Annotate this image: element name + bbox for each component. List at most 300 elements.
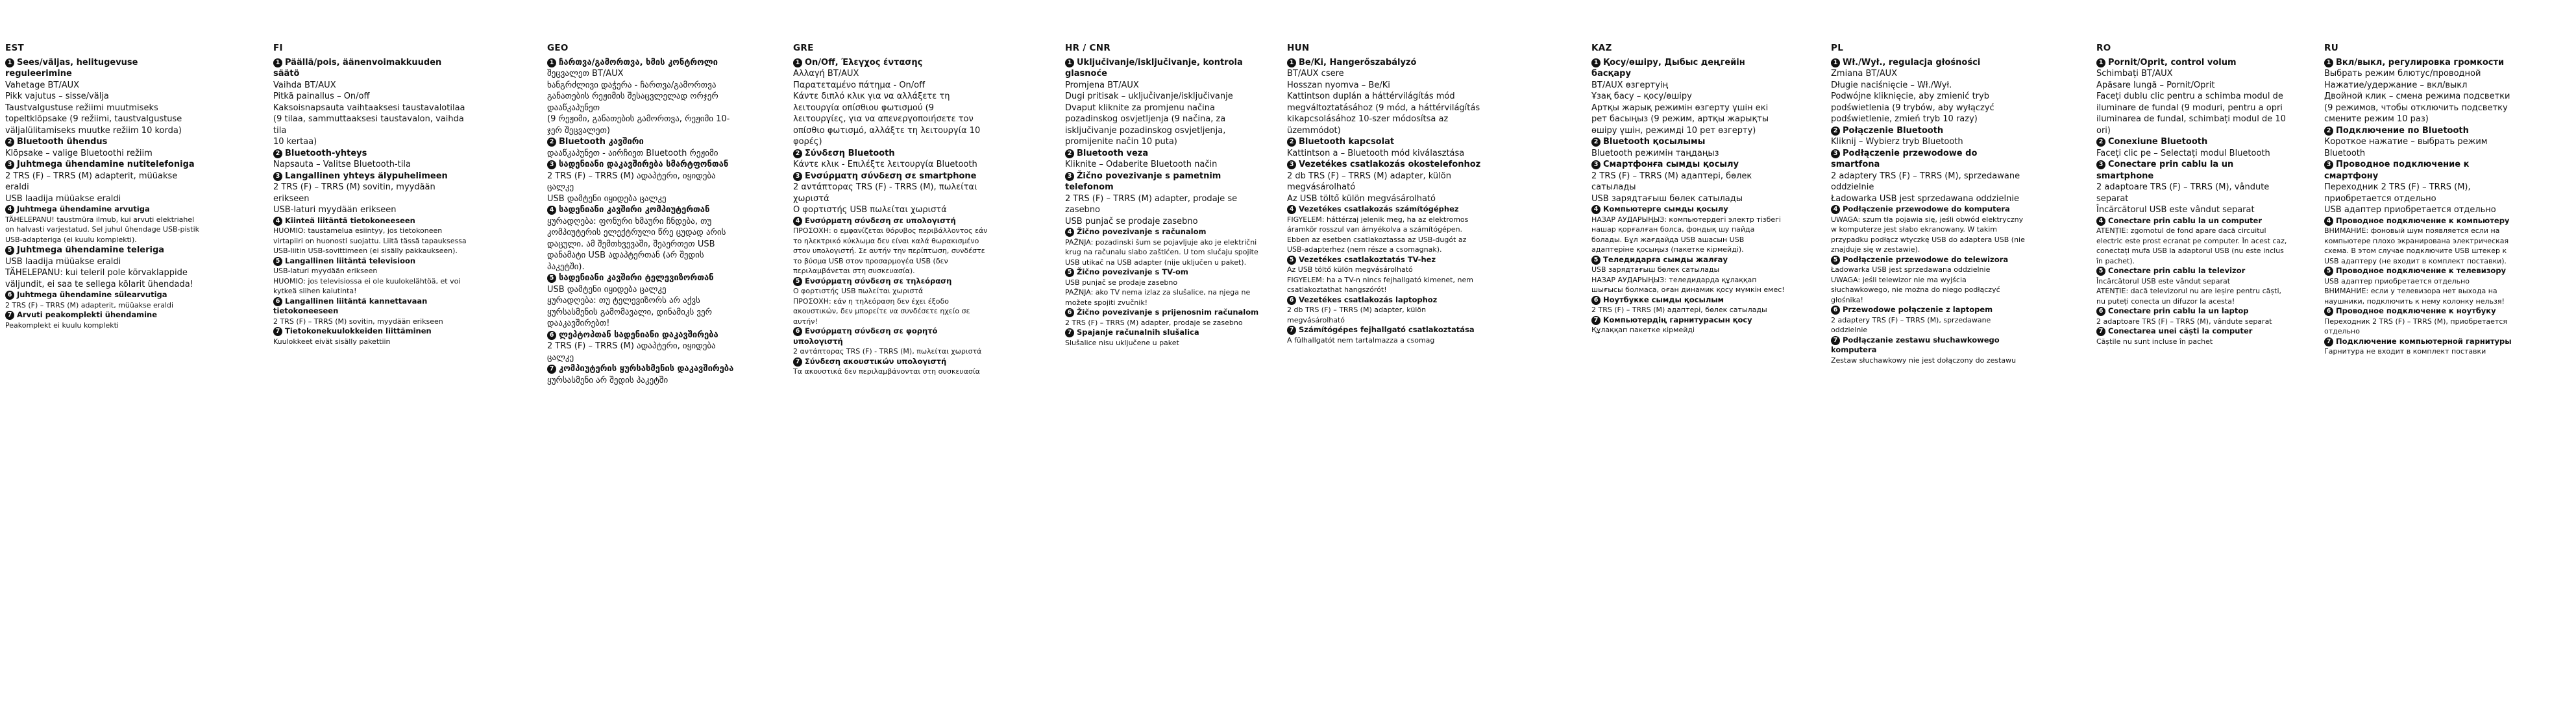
instruction-section (273, 57, 468, 148)
step-number-badge: 1 (2324, 58, 2333, 67)
section-title (5, 136, 200, 148)
section-title-text: Вкл/выкл, регулировка громкости (2336, 57, 2505, 67)
language-code: HR / CNR (1065, 43, 1111, 53)
section-line: Переходник 2 TRS (F) – TRRS (M), приобретается отдельно (2324, 182, 2471, 204)
instruction-section (2096, 57, 2291, 137)
instruction-section (273, 171, 468, 216)
instruction-section (1287, 255, 1482, 295)
section-line: Căștile nu sunt incluse în pachet (2096, 337, 2213, 346)
section-title (1287, 204, 1482, 215)
instruction-section (1591, 57, 1786, 137)
section-title (1831, 255, 2026, 265)
section-title (793, 57, 988, 69)
instruction-section (1591, 204, 1786, 255)
section-title-text: Теледидарға сымды жалғау (1603, 254, 1728, 264)
section-line: Ładowarka USB jest sprzedawana oddzielnie (1831, 193, 2019, 204)
section-line: Schimbați BT/AUX (2096, 69, 2173, 79)
section-title (793, 357, 988, 367)
section-line: TÄHELEPANU! taustmüra ilmub, kui arvuti elektriahel on halvasti varjestatud. Sel juhul ühendage USB-pistik USB-adapteriga (ei kuulu komplekti). (5, 215, 199, 244)
section-line: Promjena BT/AUX (1065, 80, 1139, 90)
section-title (1065, 308, 1260, 318)
instruction-section (793, 148, 988, 171)
section-line: Pitkä painallus – On/off (273, 91, 370, 101)
section-title-text: კომპიუტერის ყურსასმენის დაკავშირება (559, 364, 734, 374)
section-line: Нажатие/удержание – вкл/выкл (2324, 80, 2468, 90)
section-title (1065, 57, 1260, 80)
section-title (273, 57, 468, 80)
section-title-text: Žično povezivanje s računalom (1077, 227, 1207, 236)
section-line: Vahetage BT/AUX (5, 80, 80, 90)
section-title-text: Kiinteä liitäntä tietokoneeseen (285, 215, 415, 225)
step-number-badge: 3 (793, 172, 802, 181)
section-title (1287, 159, 1482, 171)
section-title (1287, 136, 1482, 148)
language-code: GRE (793, 43, 814, 53)
section-title-text: სადენიანი დაკავშირება სმარტფონთან (559, 160, 729, 169)
section-title-text: Podłączenie przewodowe do komputera (1843, 204, 2010, 213)
section-title (1831, 57, 2026, 69)
section-title-text: Päällä/pois, äänenvoimakkuuden säätö (273, 57, 442, 79)
step-number-badge: 6 (547, 331, 556, 340)
section-title (1287, 255, 1482, 265)
instruction-section (2324, 125, 2519, 160)
section-title-text: Қосу/өшіру, Дыбыс деңгейін басқару (1591, 57, 1745, 79)
step-number-badge: 6 (2096, 307, 2105, 316)
section-line: 2 TRS (F) – TRRS (M) ადაპტერი, იყიდება ცალკე (547, 171, 716, 192)
step-number-badge: 2 (273, 149, 282, 158)
section-line: Τα ακουστικά δεν περιλαμβάνονται στη συσκευασία (793, 367, 980, 376)
instruction-section (793, 57, 988, 148)
section-title-text: Wł./Wył., regulacja głośności (1843, 57, 1981, 67)
section-title-text: Pornit/Oprit, control volum (2108, 57, 2237, 67)
step-number-badge: 2 (5, 138, 14, 147)
instruction-section (1065, 227, 1260, 267)
section-line: შეცვალეთ BT/AUX (547, 69, 624, 79)
section-line: 2 db TRS (F) – TRRS (M) adapter, külön megvásárolható (1287, 306, 1427, 324)
section-title-text: Компьютерге сымды қосылу (1603, 204, 1728, 213)
section-title (1591, 315, 1786, 326)
section-title (1591, 204, 1786, 215)
section-line: Dugi pritisak – uključivanje/isključivanje (1065, 91, 1233, 101)
section-title-text: Проводное подключение к смартфону (2324, 160, 2470, 181)
instruction-section (547, 363, 742, 386)
section-line: განათების რეჟიმის შესაცვლელად ორჯერ დააწკაპუნეთ (547, 91, 718, 113)
step-number-badge: 5 (1591, 256, 1601, 265)
instruction-section (793, 216, 988, 276)
section-title (547, 363, 742, 375)
section-title (5, 310, 200, 321)
instruction-section (1831, 57, 2026, 125)
language-column (2324, 43, 2519, 357)
step-number-badge: 2 (2324, 127, 2333, 136)
instruction-section (793, 326, 988, 357)
instruction-section (1831, 125, 2026, 148)
section-title-text: Połączenie Bluetooth (1843, 125, 1944, 136)
step-number-badge: 7 (2096, 327, 2105, 336)
section-line: HUOMIO: jos televisiossa ei ole kuulokelähtöä, et voi kytkeä siihen kaiutinta! (273, 276, 461, 295)
section-line: Αλλαγή BT/AUX (793, 69, 859, 79)
language-code: RU (2324, 43, 2338, 53)
section-line: Артқы жарық режимін өзгерту үшін екі рет басыңыз (9 режим, артқы жарықты өшіру үшін, режимді 10 рет өзгерту) (1591, 103, 1769, 136)
section-title-text: სადენიანი კავშირი კომპიუტერთან (559, 205, 710, 215)
section-line: Kaksoisnapsauta vaihtaaksesi taustavalotilaa (273, 103, 465, 113)
instruction-section (547, 272, 742, 330)
step-number-badge: 5 (5, 246, 14, 255)
instruction-section (793, 276, 988, 327)
section-title (793, 276, 988, 287)
instruction-section (273, 326, 468, 346)
instruction-section (1287, 136, 1482, 159)
instruction-section (1065, 308, 1260, 328)
instruction-section (5, 204, 200, 245)
section-line: USB адаптер приобретается отдельно (2324, 205, 2496, 215)
section-title (2324, 266, 2519, 276)
step-number-badge: 4 (793, 217, 802, 226)
section-line: Ładowarka USB jest sprzedawana oddzielnie (1831, 265, 1991, 274)
language-code: KAZ (1591, 43, 1612, 53)
section-title-text: Проводное подключение к компьютеру (2336, 215, 2510, 225)
step-number-badge: 1 (2096, 58, 2105, 67)
section-title-text: Σύνδεση ακουστικών υπολογιστή (805, 356, 947, 366)
instruction-section (1287, 204, 1482, 255)
section-line: ΠΡΟΣΟΧΗ: ο εμφανίζεται θόρυβος περιβάλλοντος εάν το ηλεκτρικό κύκλωμα δεν είναι καλά θωρακισμένο στον υπολογιστή. Σε αυτήν την περίπτωση, συνδέστε το βύσμα USB στον προσαρμογέα USB (δεν περιλαμβάνεται στη συσκευασία). (793, 226, 988, 275)
instruction-section (5, 310, 200, 330)
step-number-badge: 4 (2324, 217, 2333, 226)
step-number-badge: 7 (2324, 337, 2333, 346)
section-line: 2 adaptery TRS (F) – TRRS (M), sprzedawane oddzielnie (1831, 315, 1991, 334)
step-number-badge: 7 (547, 365, 556, 374)
section-title-text: Ενσύρματη σύνδεση σε τηλεόραση (805, 276, 952, 285)
section-title (2096, 159, 2291, 182)
instruction-section (1591, 255, 1786, 295)
step-number-badge: 6 (2324, 307, 2333, 316)
section-title (547, 159, 742, 171)
section-title (2324, 306, 2519, 317)
section-title-text: Vezetékes csatlakozás laptophoz (1299, 295, 1438, 304)
language-column (547, 43, 742, 386)
instruction-section (1831, 204, 2026, 255)
instruction-section (5, 136, 200, 159)
section-title-text: Arvuti peakomplekti ühendamine (17, 310, 158, 319)
section-line: Bluetooth режимін таңдаңыз (1591, 148, 1719, 158)
section-title (1831, 305, 2026, 315)
section-line: 2 TRS (F) – TRRS (M) адаптері, бөлек сатылады (1591, 306, 1767, 314)
section-title (2096, 136, 2291, 148)
section-title-text: Σύνδεση Bluetooth (805, 148, 895, 158)
instruction-section (1065, 328, 1260, 348)
instruction-section (1065, 171, 1260, 228)
section-line: BT/AUX csere (1287, 69, 1344, 79)
section-title-text: Juhtmega ühendamine teleriga (17, 245, 165, 255)
section-line: Kliknij – Wybierz tryb Bluetooth (1831, 137, 1963, 147)
step-number-badge: 1 (5, 58, 14, 67)
step-number-badge: 6 (273, 297, 282, 306)
instruction-section (273, 216, 468, 256)
instruction-section (2324, 57, 2519, 125)
language-code: HUN (1287, 43, 1310, 53)
section-title (2324, 57, 2519, 69)
step-number-badge: 2 (793, 149, 802, 158)
instruction-section (1831, 255, 2026, 306)
section-title-text: Ενσύρματη σύνδεση σε smartphone (805, 171, 977, 181)
step-number-badge: 1 (273, 58, 282, 67)
step-number-badge: 4 (5, 205, 14, 214)
instruction-section (5, 57, 200, 137)
section-title (1287, 57, 1482, 69)
step-number-badge: 4 (1831, 205, 1840, 214)
section-title (1065, 171, 1260, 193)
section-line: 2 adaptoare TRS (F) – TRRS (M), vândute separat (2096, 317, 2272, 326)
section-title (1287, 325, 1482, 335)
step-number-badge: 6 (1831, 306, 1840, 315)
section-line: Podwójne kliknięcie, aby zmienić tryb podświetlenia (9 trybów, aby wyłączyć podświetlenie, zmień tryb 10 razy) (1831, 91, 1994, 124)
section-line: Az USB töltő külön megvásárolható (1287, 265, 1413, 274)
step-number-badge: 7 (1831, 336, 1840, 345)
instruction-section (1287, 159, 1482, 204)
section-line: Kuulokkeet eivät sisälly pakettiin (273, 337, 391, 346)
section-line: Hosszan nyomva – Be/Ki (1287, 80, 1390, 90)
step-number-badge: 6 (1287, 296, 1296, 305)
instruction-section (1065, 267, 1260, 308)
section-line: FIGYELEM: háttérzaj jelenik meg, ha az elektromos áramkör rosszul van árnyékolva a számítógépen. Ebben az esetben csatlakoztassa az USB-dugót az USB-adapterhez (nem része a csomagnak). (1287, 215, 1469, 254)
step-number-badge: 3 (273, 172, 282, 181)
step-number-badge: 7 (5, 311, 14, 320)
language-column (273, 43, 468, 346)
section-title-text: Conectare prin cablu la un laptop (2108, 306, 2249, 315)
section-title (1065, 227, 1260, 237)
instruction-section (2096, 136, 2291, 159)
step-number-badge: 5 (1065, 268, 1074, 277)
instruction-section (1065, 148, 1260, 171)
section-line: Двойной клик – смена режима подсветки (9 режимов, чтобы отключить подсветку смените режим 10 раз) (2324, 91, 2510, 124)
section-title (2096, 306, 2291, 317)
section-title-text: Be/Ki, Hangerőszabályzó (1299, 57, 1417, 67)
section-title-text: Ενσύρματη σύνδεση σε φορητό υπολογιστή (793, 326, 938, 346)
step-number-badge: 2 (1831, 127, 1840, 136)
section-line: Гарнитура не входит в комплект поставки (2324, 347, 2486, 356)
section-title (273, 148, 468, 160)
instruction-section (2096, 216, 2291, 267)
instruction-section (1287, 295, 1482, 326)
instruction-section (547, 330, 742, 364)
section-line: FIGYELEM: ha a TV-n nincs fejhallgató kimenet, nem csatlakoztathat hangszórót! (1287, 275, 1473, 294)
section-line: Zmiana BT/AUX (1831, 69, 1898, 79)
section-line: Taustvalgustuse režiimi muutmiseks topeltklõpsake (9 režiimi, taustvalgustuse väljalülitamiseks muutke režiim 10 korda) (5, 103, 182, 136)
step-number-badge: 5 (1831, 256, 1840, 265)
section-title-text: Vezetékes csatlakoztatás TV-hez (1299, 254, 1436, 264)
section-title-text: Conectare prin cablu la televizor (2108, 266, 2246, 275)
section-title-text: Conectarea unei căști la computer (2108, 326, 2253, 335)
section-title (2324, 125, 2519, 137)
section-title (5, 204, 200, 215)
step-number-badge: 1 (1065, 58, 1074, 67)
step-number-badge: 3 (547, 160, 556, 169)
section-line: НАЗАР АУДАРЫҢЫЗ: компьютердегі электр тізбегі нашар қорғалған болса, фондық шу пайда болады. Бұл жағдайда USB ашасын USB адаптеріне қосыңыз (пакетке кірмейді). (1591, 215, 1781, 254)
section-line: USB punjač se prodaje zasebno (1065, 278, 1178, 287)
section-title-text: Juhtmega ühendamine sülearvutiga (17, 290, 167, 299)
section-title (1591, 136, 1786, 148)
section-line: 2 TRS (F) – TRRS (M) adapterit, müüakse eraldi (5, 300, 174, 309)
section-title-text: On/Off, Έλεγχος έντασης (805, 57, 923, 67)
section-title-text: Langallinen yhteys älypuhelimeen (285, 171, 448, 181)
section-title-text: Conexiune Bluetooth (2108, 137, 2208, 147)
step-number-badge: 5 (1287, 256, 1296, 265)
section-title (547, 272, 742, 284)
instruction-section (1591, 136, 1786, 159)
section-title (1287, 295, 1482, 306)
language-code: GEO (547, 43, 569, 53)
instruction-section (1831, 335, 2026, 366)
section-title (1591, 57, 1786, 80)
section-line: Vaihda BT/AUX (273, 80, 336, 90)
section-title-text: Bluetooth-yhteys (285, 148, 367, 158)
instruction-section (273, 296, 468, 327)
step-number-badge: 7 (1287, 326, 1296, 335)
section-title-text: Проводное подключение к телевизору (2336, 266, 2507, 275)
language-code: FI (273, 43, 283, 53)
section-line: ΠΡΟΣΟΧΗ: εάν η τηλεόραση δεν έχει έξοδο ακουστικών, δεν μπορείτε να συνδέσετε ηχείο σε αυτήν! (793, 296, 970, 326)
instruction-section (1287, 325, 1482, 345)
section-title (1831, 204, 2026, 215)
instruction-section (1831, 305, 2026, 335)
section-title-text: Žično povezivanje s prijenosnim računalom (1077, 308, 1259, 317)
section-line: Κάντε διπλό κλικ για να αλλάξετε τη λειτουργία οπίσθιου φωτισμού (9 λειτουργίες, για να απενεργοποιήσετε τον οπίσθιο φωτισμό, αλλάξτε τη λειτουργία 10 φορές) (793, 91, 981, 147)
section-line: Napsauta – Valitse Bluetooth-tila (273, 160, 411, 169)
section-title (793, 171, 988, 182)
section-title (5, 245, 200, 256)
section-title (2096, 57, 2291, 69)
section-title-text: Juhtmega ühendamine nutitelefoniga (17, 160, 195, 169)
section-line: USB адаптер приобретается отдельно (2324, 276, 2470, 285)
step-number-badge: 2 (2096, 138, 2105, 147)
section-title (1831, 125, 2026, 137)
instruction-section (547, 57, 742, 137)
step-number-badge: 4 (1065, 228, 1074, 237)
section-line: Pikk vajutus – sisse/välja (5, 91, 109, 101)
section-line: 2 TRS (F) – TRRS (M) sovitin, myydään erikseen (273, 317, 443, 326)
section-title (2096, 326, 2291, 337)
section-title-text: Vezetékes csatlakozás számítógéphez (1299, 204, 1459, 213)
section-title-text: Žično povezivanje s pametnim telefonom (1065, 171, 1221, 192)
language-column (1831, 43, 2026, 365)
instruction-section (5, 159, 200, 204)
section-line: 2 TRS (F) – TRRS (M) sovitin, myydään erikseen (273, 182, 435, 204)
instruction-section (547, 204, 742, 272)
instruction-section (1591, 315, 1786, 335)
section-title (1831, 148, 2026, 171)
section-title-text: Spajanje računalnih slušalica (1077, 328, 1199, 337)
language-column (1287, 43, 1482, 345)
section-title-text: Подключение по Bluetooth (2336, 125, 2469, 136)
section-line: Құлаққап пакетке кірмейді (1591, 326, 1695, 334)
step-number-badge: 6 (793, 327, 802, 336)
section-line: Dvaput kliknite za promjenu načina pozadinskog osvjetljenja (9 načina, za isključivanje pozadinskog osvjetljenja, promijenite način 10 puta) (1065, 103, 1226, 147)
section-title-text: Bluetooth veza (1077, 148, 1149, 158)
section-title (547, 57, 742, 69)
section-title-text: Podłączenie przewodowe do smartfona (1831, 148, 1978, 169)
instruction-section (2096, 159, 2291, 216)
section-line: 2 αντάπτορας TRS (F) - TRRS (M), πωλείται χωριστά (793, 347, 982, 356)
instruction-section (1591, 159, 1786, 204)
section-title-text: Számítógépes fejhallgató csatlakoztatása (1299, 325, 1475, 334)
section-title (5, 290, 200, 300)
step-number-badge: 7 (1065, 328, 1074, 337)
step-number-badge: 2 (547, 138, 556, 147)
section-line: Faceți dublu clic pentru a schimba modul de iluminare de fundal (9 moduri, pentru a opri iluminarea de fundal, schimbați modul de 10 ori) (2096, 91, 2286, 136)
section-line: Короткое нажатие – выбрать режим Bluetooth (2324, 137, 2488, 158)
section-line: დააწკაპუნეთ - აირჩიეთ Bluetooth რეჟიმი (547, 148, 718, 158)
section-title (1591, 295, 1786, 306)
step-number-badge: 1 (1287, 58, 1296, 67)
section-line: 2 αντάπτορας TRS (F) - TRRS (M), πωλείται χωριστά (793, 182, 977, 204)
section-title-text: Podłączenie przewodowe do telewizora (1843, 254, 2009, 264)
section-title-text: Ноутбукке сымды қосылым (1603, 295, 1724, 304)
section-title (1065, 328, 1260, 338)
step-number-badge: 5 (273, 257, 282, 266)
instruction-section (547, 159, 742, 204)
section-line: ყურსასმენი არ შედის პაკეტში (547, 375, 669, 385)
section-line: 2 adaptery TRS (F) – TRRS (M), sprzedawane oddzielnie (1831, 171, 2020, 192)
section-line: НАЗАР АУДАРЫҢЫЗ: теледидарда құлаққап шығысы болмаса, оған динамик қосу мүмкін емес! (1591, 275, 1785, 294)
section-line: 2 adaptoare TRS (F) – TRRS (M), vândute separat (2096, 182, 2270, 204)
section-title (1591, 159, 1786, 171)
section-line: USB დამტენი იყიდება ცალკე (547, 284, 667, 295)
section-line: 10 kertaa) (273, 137, 317, 147)
step-number-badge: 1 (793, 58, 802, 67)
step-number-badge: 3 (1831, 149, 1840, 158)
step-number-badge: 1 (547, 58, 556, 67)
section-line: USB-laturi myydään erikseen (273, 267, 378, 275)
section-line: PAŽNJA: ako TV nema izlaz za slušalice, na njega ne možete spojiti zvučnik! (1065, 288, 1251, 307)
step-number-badge: 4 (1287, 205, 1296, 214)
step-number-badge: 3 (1591, 160, 1601, 169)
instruction-section (2324, 159, 2519, 216)
section-line: A fülhallgatót nem tartalmazza a csomag (1287, 335, 1435, 345)
section-title-text: Conectare prin cablu la un computer (2108, 215, 2263, 225)
step-number-badge: 6 (1591, 296, 1601, 305)
language-code: PL (1831, 43, 1844, 53)
section-title-text: Проводное подключение к ноутбуку (2336, 306, 2496, 315)
language-column (1591, 43, 1786, 335)
instruction-section (1065, 57, 1260, 148)
section-line: ВНИМАНИЕ: фоновый шум появляется если на компьютере плохо экранирована электрическая схема. В этом случае подключите USB штекер к USB адаптеру (не входит в комплект поставки). (2324, 226, 2509, 265)
section-title-text: Žično povezivanje s TV-om (1077, 267, 1188, 276)
section-title (2096, 266, 2291, 276)
section-title-text: Langallinen liitäntä kannettavaan tietokoneeseen (273, 296, 428, 315)
section-title (547, 136, 742, 148)
section-line: 2 TRS (F) – TRRS (M) adapterit, müüakse eraldi (5, 171, 178, 192)
section-title-text: Conectare prin cablu la un smartphone (2096, 160, 2234, 181)
language-column (1065, 43, 1260, 348)
language-code: RO (2096, 43, 2111, 53)
step-number-badge: 4 (1591, 205, 1601, 214)
section-line: USB зарядтағыш бөлек сатылады (1591, 265, 1720, 274)
section-line: UWAGA: jeśli telewizor nie ma wyjścia słuchawkowego, nie można do niego podłączyć głośnika! (1831, 275, 2000, 304)
section-line: 2 TRS (F) – TRRS (M) ადაპტერი, იყიდება ცალკე (547, 341, 716, 363)
section-line: 2 TRS (F) – TRRS (M) adapter, prodaje se zasebno (1065, 318, 1243, 327)
section-title (273, 216, 468, 226)
section-title (5, 159, 200, 171)
instruction-section (2096, 326, 2291, 346)
section-line: ყურადღება: ფონური ხმაური ჩნდება, თუ კომპიუტერის ელექტრული წრე ცუდად არის დაცული. ამ შემთხვევაში, შეაერთეთ USB დანამატი USB ადაპტერთან (არ შედის პაკეტში). (547, 216, 726, 272)
instruction-section (2324, 266, 2519, 306)
section-title-text: Bluetooth კავშირი (559, 137, 644, 147)
instruction-section (793, 171, 988, 216)
section-title (793, 148, 988, 160)
step-number-badge: 5 (547, 274, 556, 283)
section-line: ყურადღება: თუ ტელევიზორს არ აქვს ყურსასმენის გამომავალი, დინამიკს ვერ დააკავშირებთ! (547, 296, 712, 328)
section-line: TÄHELEPANU: kui teleril pole kõrvaklappide väljundit, ei saa te sellega kõlarit ühendada! (5, 268, 193, 289)
